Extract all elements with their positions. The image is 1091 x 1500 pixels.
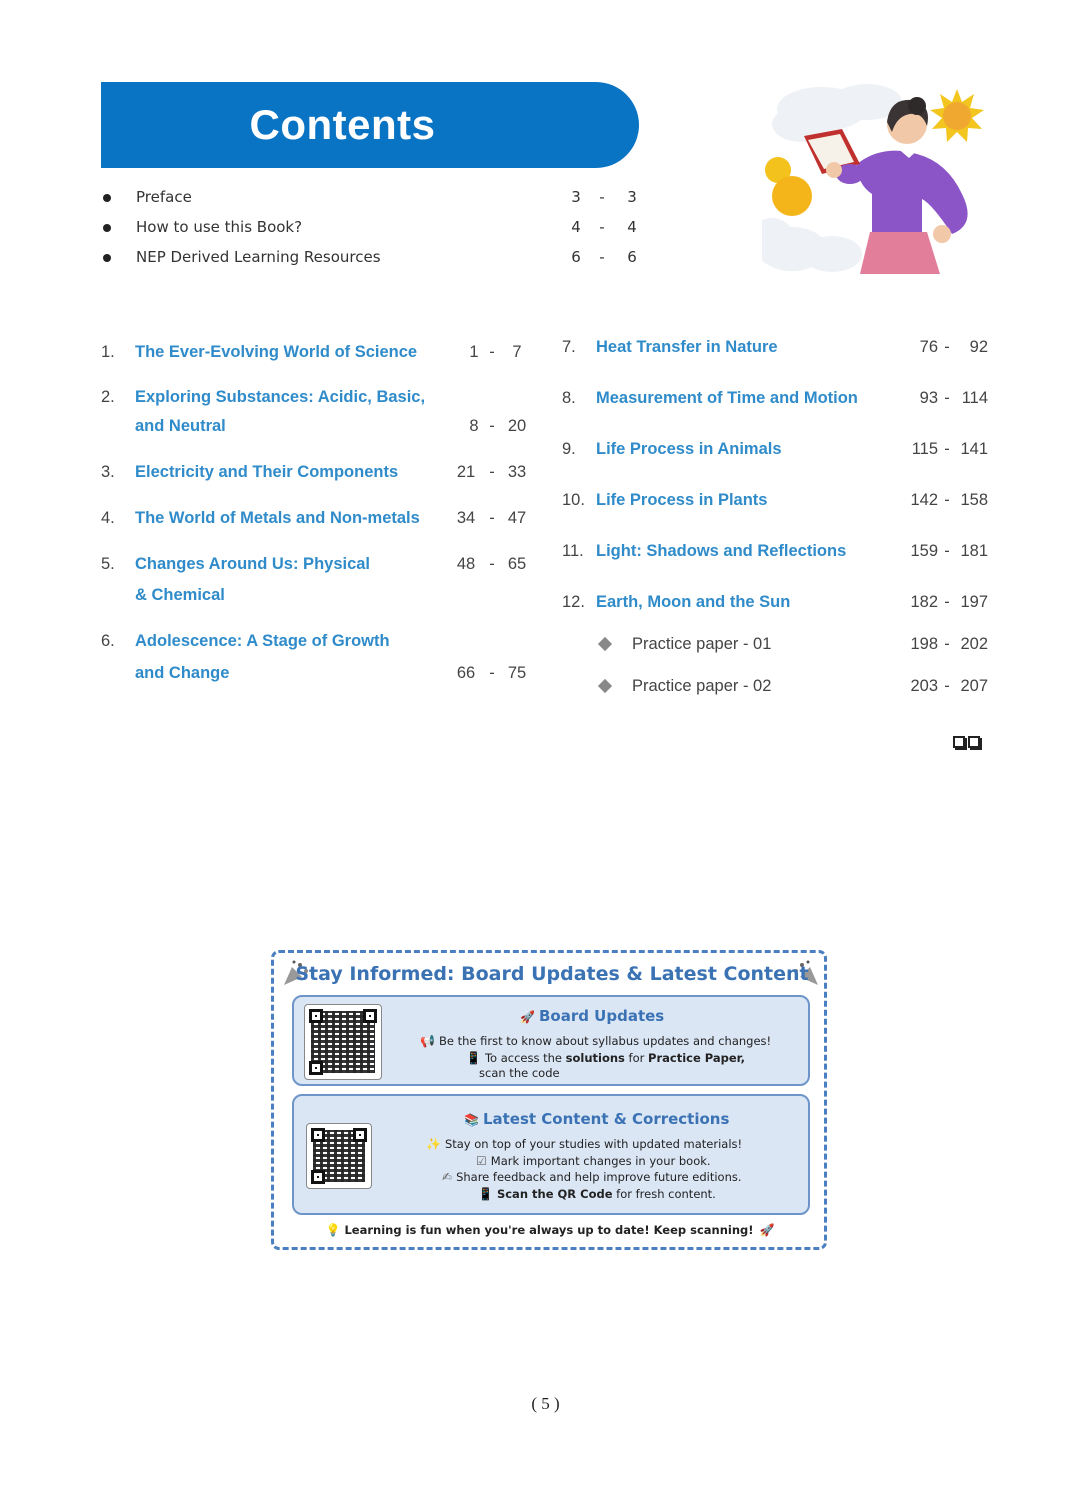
page-dash: -	[944, 677, 950, 695]
bullet-icon	[103, 194, 111, 202]
chapter-title[interactable]: Earth, Moon and the Sun	[596, 593, 791, 611]
board-updates-line-1: 📢 Be the first to know about syllabus updates and changes!	[420, 1034, 772, 1048]
page-end: 158	[960, 491, 988, 509]
chapter-number: 2.	[101, 388, 115, 406]
page-end: 33	[507, 463, 527, 481]
page-number: ( 5 )	[531, 1394, 560, 1413]
front-matter-label: How to use this Book?	[136, 218, 303, 236]
page-start: 66	[456, 664, 476, 682]
chapter-entry-1[interactable]	[101, 338, 531, 368]
page-start: 4	[571, 218, 581, 236]
page-start: 93	[919, 389, 938, 407]
board-updates-panel	[292, 995, 810, 1086]
page-start: 115	[911, 440, 938, 458]
chapter-number: 10.	[562, 491, 585, 509]
chapter-title[interactable]: Exploring Substances: Acidic, Basic,	[135, 388, 426, 406]
latest-content-line-1: ✨ Stay on top of your studies with updated materials!	[426, 1137, 743, 1151]
sparkles-icon: ✨	[426, 1137, 441, 1151]
page-start: 198	[910, 635, 938, 653]
page-start: 6	[571, 248, 581, 266]
page-end: 7	[512, 343, 522, 361]
chapter-number: 1.	[101, 343, 115, 361]
page-dash: -	[944, 635, 950, 653]
chapter-entry-12[interactable]	[562, 588, 992, 618]
chapter-title-cont[interactable]: & Chemical	[135, 586, 225, 604]
chapter-number: 6.	[101, 632, 115, 650]
page-title: Contents	[249, 101, 436, 148]
page-end: 20	[507, 417, 527, 435]
practice-paper-label[interactable]: Practice paper - 02	[632, 677, 772, 695]
page-end: 3	[627, 188, 637, 206]
chapter-entry-4[interactable]	[101, 504, 531, 534]
chapter-title[interactable]: Changes Around Us: Physical	[135, 555, 371, 573]
latest-content-qr-code[interactable]	[306, 1123, 372, 1189]
chapter-title[interactable]: Adolescence: A Stage of Growth	[135, 632, 390, 650]
diamond-bullet-icon	[598, 637, 612, 651]
teacher-illustration	[762, 84, 987, 274]
chapter-title[interactable]: Life Process in Animals	[596, 440, 782, 458]
chapter-title[interactable]: Life Process in Plants	[596, 491, 768, 509]
page-dash: -	[489, 664, 495, 682]
page-end: 197	[960, 593, 988, 611]
chapter-number: 5.	[101, 555, 115, 573]
page-end: 207	[960, 677, 988, 695]
page-start: 34	[456, 509, 476, 527]
page-dash: -	[599, 248, 605, 266]
chapter-entry-8[interactable]	[562, 384, 992, 414]
page-end: 141	[960, 440, 988, 458]
chapter-number: 4.	[101, 509, 115, 527]
front-matter-row[interactable]	[101, 248, 641, 272]
practice-paper-entry-1[interactable]	[600, 630, 992, 660]
page-start: 142	[910, 491, 938, 509]
chapter-title-cont[interactable]: and Change	[135, 664, 230, 682]
pencil-icon: ✍	[442, 1170, 453, 1184]
page-dash: -	[944, 593, 950, 611]
chapter-title[interactable]: The Ever-Evolving World of Science	[135, 343, 418, 361]
chapter-number: 11.	[562, 542, 584, 560]
front-matter-row[interactable]	[101, 218, 641, 242]
info-box-title: Stay Informed: Board Updates & Latest Content	[295, 963, 809, 985]
bullet-icon	[103, 254, 111, 262]
chapter-title-cont[interactable]: and Neutral	[135, 417, 226, 435]
chapter-title[interactable]: Heat Transfer in Nature	[596, 338, 778, 356]
page-dash: -	[489, 343, 495, 361]
latest-content-line-3: ✍ Share feedback and help improve future editions.	[442, 1170, 742, 1184]
board-updates-line-3: scan the code	[479, 1066, 560, 1080]
bullet-icon	[103, 224, 111, 232]
latest-content-line-4: 📱 Scan the QR Code for fresh content.	[478, 1187, 716, 1201]
page-end: 92	[969, 338, 988, 356]
page-start: 1	[469, 343, 479, 361]
page-dash: -	[944, 338, 950, 356]
chapter-title[interactable]: Measurement of Time and Motion	[596, 389, 858, 407]
page-dash: -	[944, 440, 950, 458]
info-box-footer: 💡 Learning is fun when you're always up to date! Keep scanning! 🚀	[325, 1223, 775, 1237]
page-start: 21	[456, 463, 476, 481]
chapter-number: 8.	[562, 389, 576, 407]
lightbulb-icon: 💡	[325, 1223, 341, 1237]
phone-icon: 📱	[478, 1187, 493, 1201]
board-updates-line-2: 📱 To access the solutions for Practice Paper,	[466, 1051, 746, 1065]
rocket-icon: 🚀	[759, 1223, 775, 1237]
practice-paper-entry-2[interactable]	[600, 672, 992, 702]
front-matter-row[interactable]	[101, 188, 641, 212]
page-dash: -	[599, 218, 605, 236]
page-end: 202	[960, 635, 988, 653]
page-dash: -	[489, 509, 495, 527]
rocket-icon: 🚀	[520, 1010, 535, 1024]
latest-content-line-2: ☑ Mark important changes in your book.	[476, 1154, 711, 1168]
chapter-entry-10[interactable]	[562, 486, 992, 516]
latest-content-panel	[292, 1094, 810, 1215]
page-dash: -	[489, 417, 495, 435]
chapter-entry-6[interactable]	[101, 627, 531, 691]
chapter-entry-5[interactable]	[101, 550, 531, 612]
page-end: 6	[627, 248, 637, 266]
page-dash: -	[489, 555, 495, 573]
front-matter-label: Preface	[136, 188, 192, 206]
sun-icon	[930, 89, 984, 142]
page-end: 75	[507, 664, 527, 682]
page-dash: -	[944, 389, 950, 407]
page-start: 159	[910, 542, 938, 560]
chapter-number: 12.	[562, 593, 585, 611]
chapter-title[interactable]: Light: Shadows and Reflections	[596, 542, 847, 560]
chapter-number: 9.	[562, 440, 576, 458]
chapter-title[interactable]: The World of Metals and Non-metals	[135, 509, 420, 527]
phone-icon: 📱	[466, 1051, 481, 1065]
chapter-title[interactable]: Electricity and Their Components	[135, 463, 399, 481]
page-end: 47	[507, 509, 527, 527]
practice-paper-label[interactable]: Practice paper - 01	[632, 635, 772, 653]
page-end: 65	[507, 555, 527, 573]
page-end: 114	[961, 389, 988, 407]
chapter-entry-11[interactable]	[562, 537, 992, 567]
board-updates-heading: 🚀 Board Updates	[520, 1007, 665, 1025]
chapter-number: 7.	[562, 338, 576, 356]
books-icon: 📚	[464, 1113, 479, 1127]
stay-informed-box	[271, 950, 827, 1250]
page-dash: -	[489, 463, 495, 481]
page-start: 182	[910, 593, 938, 611]
latest-content-heading: 📚 Latest Content & Corrections	[464, 1110, 730, 1128]
page-start: 8	[469, 417, 479, 435]
page-dash: -	[944, 542, 950, 560]
checkbox-icon: ☑	[476, 1154, 487, 1168]
end-mark-icon	[953, 736, 980, 748]
chapter-entry-9[interactable]	[562, 435, 992, 465]
board-updates-qr-code[interactable]	[304, 1004, 382, 1080]
chapter-entry-7[interactable]	[562, 333, 992, 363]
contents-banner	[101, 82, 639, 168]
megaphone-icon: 📢	[420, 1034, 435, 1048]
diamond-bullet-icon	[598, 679, 612, 693]
chapter-number: 3.	[101, 463, 115, 481]
page-end: 4	[627, 218, 637, 236]
page-start: 48	[456, 555, 476, 573]
chapter-entry-2[interactable]	[101, 383, 531, 443]
page-start: 203	[910, 677, 938, 695]
page-end: 181	[960, 542, 988, 560]
page-dash: -	[944, 491, 950, 509]
page-dash: -	[599, 188, 605, 206]
front-matter-label: NEP Derived Learning Resources	[136, 248, 381, 266]
page-start: 76	[919, 338, 938, 356]
page-start: 3	[571, 188, 581, 206]
chapter-entry-3[interactable]	[101, 458, 531, 488]
